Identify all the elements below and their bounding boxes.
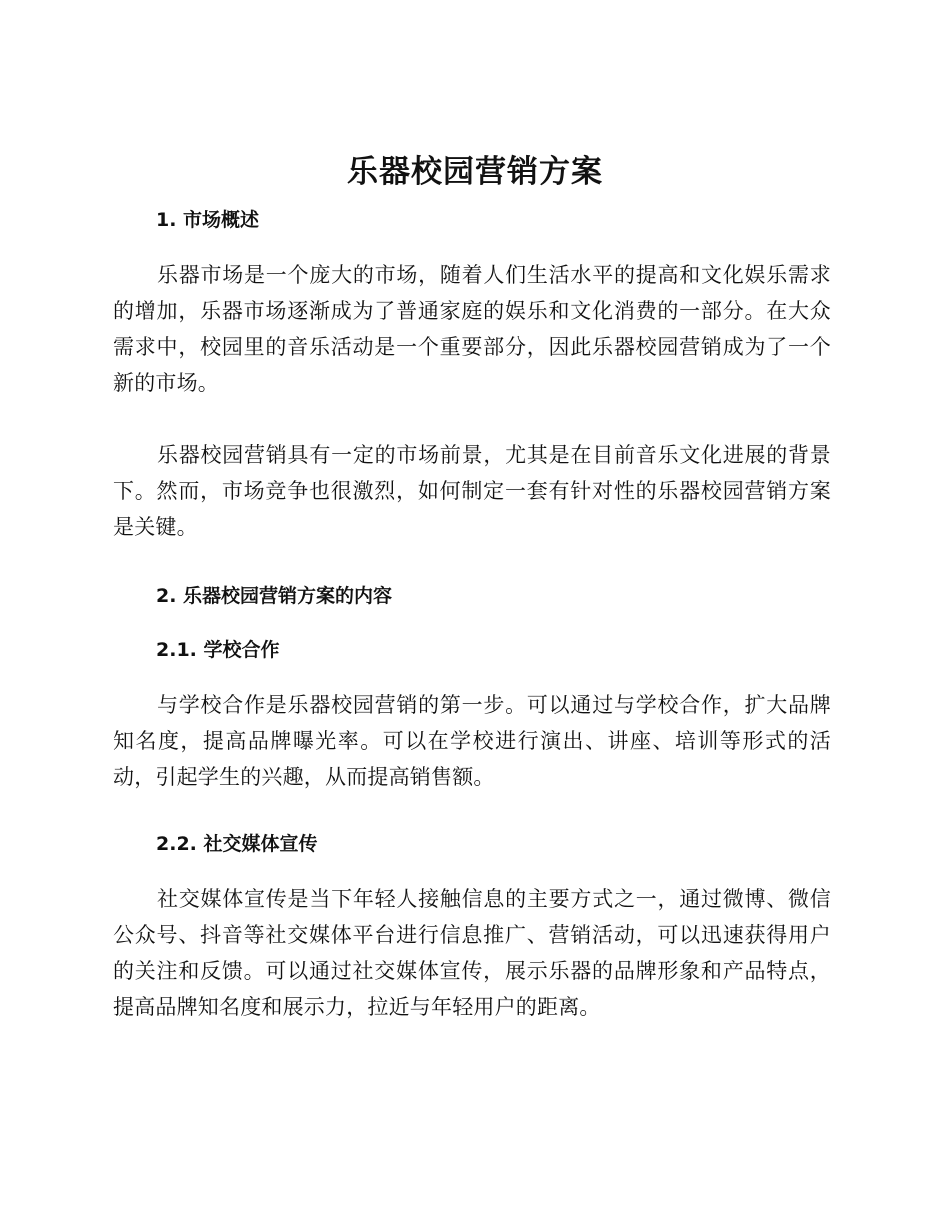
section-heading-plan-content: 2. 乐器校园营销方案的内容 [156, 585, 393, 607]
paragraph-market-overview-1: 乐器市场是一个庞大的市场，随着人们生活水平的提高和文化娱乐需求的增加，乐器市场逐渐成为了普通家庭的娱乐和文化消费的一部分。在大众需求中，校园里的音乐活动是一个重要部分，因此乐器校园营销成为了一个新的市场。 [113, 263, 831, 395]
paragraph-market-overview-2: 乐器校园营销具有一定的市场前景，尤其是在目前音乐文化进展的背景下。然而，市场竞争也很激烈，如何制定一套有针对性的乐器校园营销方案是关键。 [113, 443, 831, 539]
paragraph-school-cooperation: 与学校合作是乐器校园营销的第一步。可以通过与学校合作，扩大品牌知名度，提高品牌曝光率。可以在学校进行演出、讲座、培训等形式的活动，引起学生的兴趣，从而提高销售额。 [113, 693, 831, 789]
section-heading-market-overview: 1. 市场概述 [156, 209, 260, 231]
section-heading-school-cooperation: 2.1. 学校合作 [156, 639, 280, 661]
document-title: 乐器校园营销方案 [347, 154, 603, 190]
paragraph-social-media: 社交媒体宣传是当下年轻人接触信息的主要方式之一，通过微博、微信公众号、抖音等社交媒体平台进行信息推广、营销活动，可以迅速获得用户的关注和反馈。可以通过社交媒体宣传，展示乐器的品牌形象和产品特点，提高品牌知名度和展示力，拉近与年轻用户的距离。 [113, 887, 831, 1019]
section-heading-social-media: 2.2. 社交媒体宣传 [156, 833, 318, 855]
